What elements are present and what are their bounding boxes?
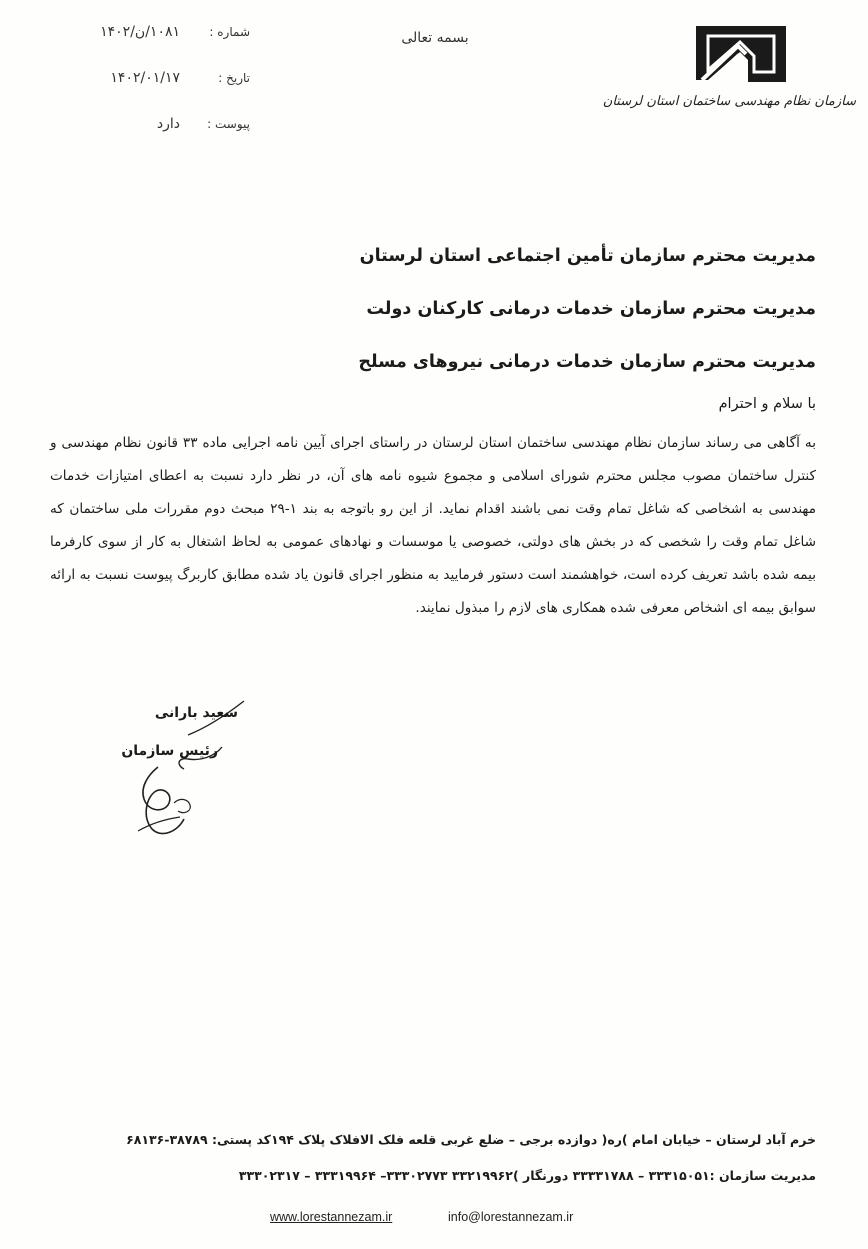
letter-body: به آگاهی می رساند سازمان نظام مهندسی ساختمان استان لرستان در راستای اجرای آیین نامه اجرایی ماده ۳۳ قانون نظام مهندسی و کنترل ساختمان مصوب مجلس محترم شورای اسلامی و مجموع شیوه نامه های آن، در نظر دارد نسبت به اعطای امتیازات خدمات مهندسی به اشخاصی که شاغل تمام وقت نمی باشند اقدام نماید. از این رو باتوجه به بند ۱-۲۹ مبحث دوم مقررات ملی ساختمان که شاغل تمام وقت را شخصی که در بخش های دولتی، خصوصی یا موسسات و نهادهای عمومی به لحاظ اشتغال به کار از سوی کارفرما بیمه شده باشد تعریف کرده است، خواهشمند است دستور فرمایید به منظور اجرای قانون یاد شده مطابق کاربرگ پیوست نسبت به ارائه سوابق بیمه ای اشخاص معرفی شده همکاری های لازم را مبذول نمایند. — [50, 435, 816, 616]
org-name: سازمان نظام مهندسی ساختمان استان لرستان — [602, 94, 856, 109]
signer-title: رئیس سازمان — [121, 743, 218, 759]
signature-block — [118, 695, 258, 845]
letter-number-label: شماره : — [209, 25, 250, 39]
greeting: با سلام و احترام — [718, 396, 816, 412]
recipient-line: مدیریت محترم سازمان خدمات درمانی نیروهای مسلح — [358, 352, 816, 372]
footer-links — [270, 1210, 600, 1232]
recipient-line: مدیریت محترم سازمان تأمین اجتماعی استان لرستان — [359, 246, 816, 266]
letter-attachment-row — [60, 116, 250, 138]
email-link[interactable]: info@lorestannezam.ir — [448, 1210, 574, 1224]
letter-date-value: ۱۴۰۲/۰۱/۱۷ — [110, 70, 180, 86]
letter-date-label: تاریخ : — [218, 71, 250, 85]
recipient-line: مدیریت محترم سازمان خدمات درمانی کارکنان دولت — [366, 299, 816, 319]
org-logo-block — [602, 16, 856, 126]
basmala-heading: بسمه تعالی — [401, 30, 469, 46]
letter-meta — [60, 24, 250, 162]
letter-attachment-value: دارد — [156, 116, 180, 132]
letter-date-row — [60, 70, 250, 92]
website-link[interactable]: www.lorestannezam.ir — [270, 1210, 393, 1224]
footer-phones: مدیریت سازمان :۳۳۳۱۵۰۵۱ – ۳۳۳۳۱۷۸۸ دورنگار )۳۳۲۱۹۹۶۲ ۳۳۳۰۲۷۷۳– ۳۳۳۱۹۹۶۴ – ۳۳۳۰۲۳۱۷ — [238, 1168, 816, 1183]
letter-number-value: ۱۰۸۱/ن/۱۴۰۲ — [100, 24, 180, 40]
letter-number-row — [60, 24, 250, 46]
letter-attachment-label: پیوست : — [207, 117, 250, 131]
footer-contact — [116, 1128, 816, 1200]
recipients-block — [256, 242, 816, 401]
footer-address: خرم آباد لرستان – خیابان امام )ره( دوازده برجی – ضلع غربی قلعه فلک الافلاک پلاک ۱۹۴کد پستی: ۳۸۷۸۹-۶۸۱۳۶ — [126, 1132, 816, 1147]
signer-name: سعید بارانی — [154, 705, 238, 721]
org-logo-icon — [688, 16, 794, 90]
